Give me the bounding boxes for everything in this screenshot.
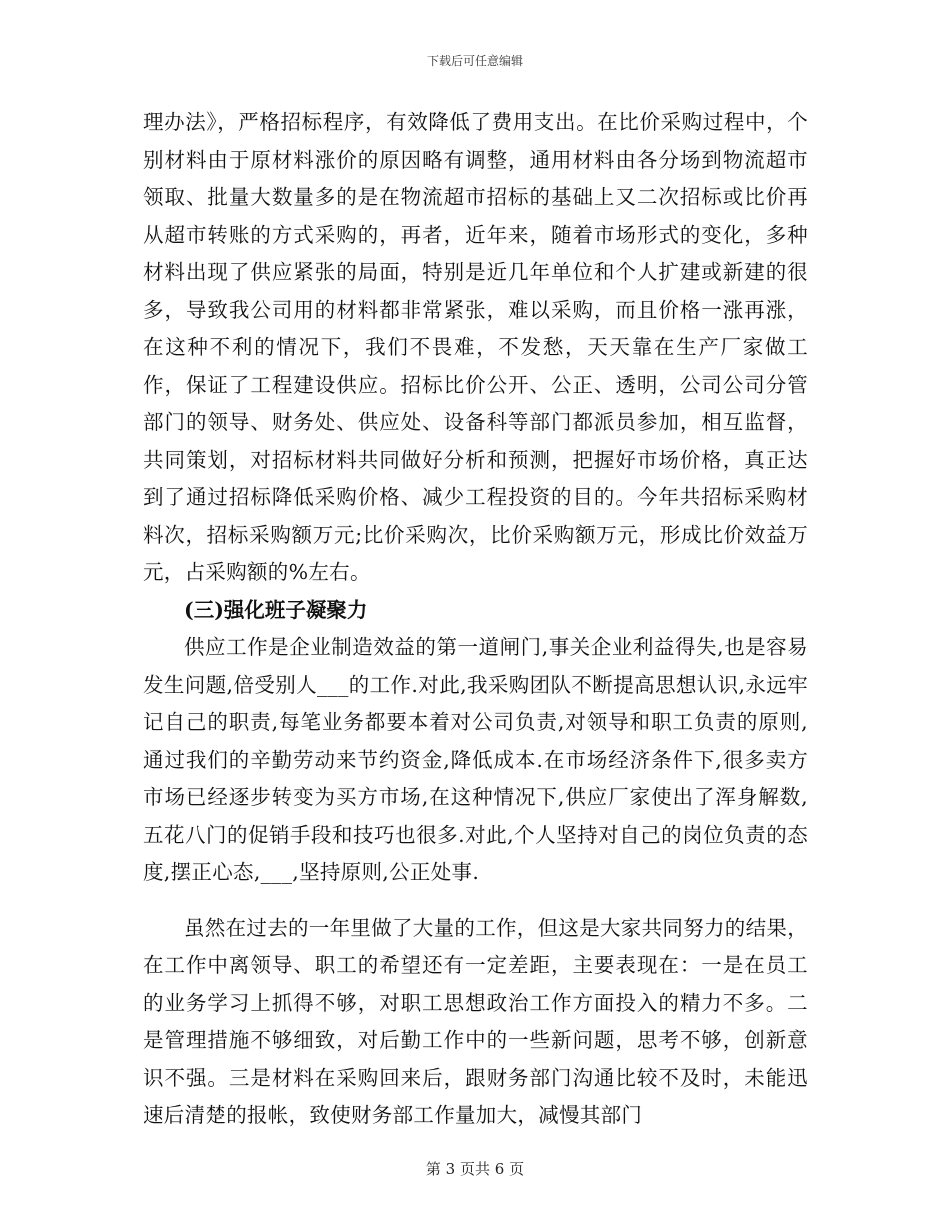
paragraph-procurement: 理办法》，严格招标程序，有效降低了费用支出。在比价采购过程中，个别材料由于原材料涨价的原因略有调整，通用材料由各分场到物流超市领取、批量大数量多的是在物流超市招标的基础上又二次招标或比价再从超市转账的方式采购的，再者，近年来，随着市场形式的变化，多种材料出现了供应紧张的局面，特别是近几年单位和个人扩建或新建的很多，导致我公司用的材料都非常紧张，难以采购，而且价格一涨再涨，在这种不利的情况下，我们不畏难，不发愁，天天靠在生产厂家做工作，保证了工程建设供应。招标比价公开、公正、透明，公司公司分管部门的领导、财务处、供应处、设备科等部门都派员参加，相互监督，共同策划，对招标材料共同做好分析和预测，把握好市场价格，真正达到了通过招标降低采购价格、减少工程投资的目的。今年共招标采购材料次，招标采购额万元;比价采购次，比价采购额万元，形成比价效益万元，占采购额的%左右。 bbox=[143, 110, 808, 584]
page-footer: 第 3 页共 6 页 bbox=[425, 1160, 525, 1178]
document-body bbox=[143, 104, 808, 1135]
paragraph-shortcomings: 虽然在过去的一年里做了大量的工作，但这是大家共同努力的结果，在工作中离领导、职工的希望还有一定差距，主要表现在：一是在员工的业务学习上抓得不够，对职工思想政治工作方面投入的精力不多。二是管理措施不够细致，对后勤工作中的一些新问题，思考不够，创新意识不强。三是材料在采购回来后，跟财务部门沟通比较不及时，未能迅速后清楚的报帐，致使财务部工作量加大，减慢其部门 bbox=[143, 915, 808, 1127]
section-heading: (三)强化班子凝聚力 bbox=[184, 597, 368, 622]
paragraph-team: 供应工作是企业制造效益的第一道闸门,事关企业利益得失,也是容易发生问题,倍受别人___的工作.对此,我采购团队不断提高思想认识,永远牢记自己的职责,每笔业务都要本着对公司负责,对领导和职工负责的原则,通过我们的辛勤劳动来节约资金,降低成本.在市场经济条件下,很多卖方市场已经逐步转变为买方市场,在这种情况下,供应厂家使出了浑身解数,五花八门的促销手段和技巧也很多.对此,个人坚持对自己的岗位负责的态度,摆正心态,___,坚持原则,公正处事. bbox=[143, 635, 808, 884]
page-header: 下载后可任意编辑 bbox=[426, 54, 523, 68]
